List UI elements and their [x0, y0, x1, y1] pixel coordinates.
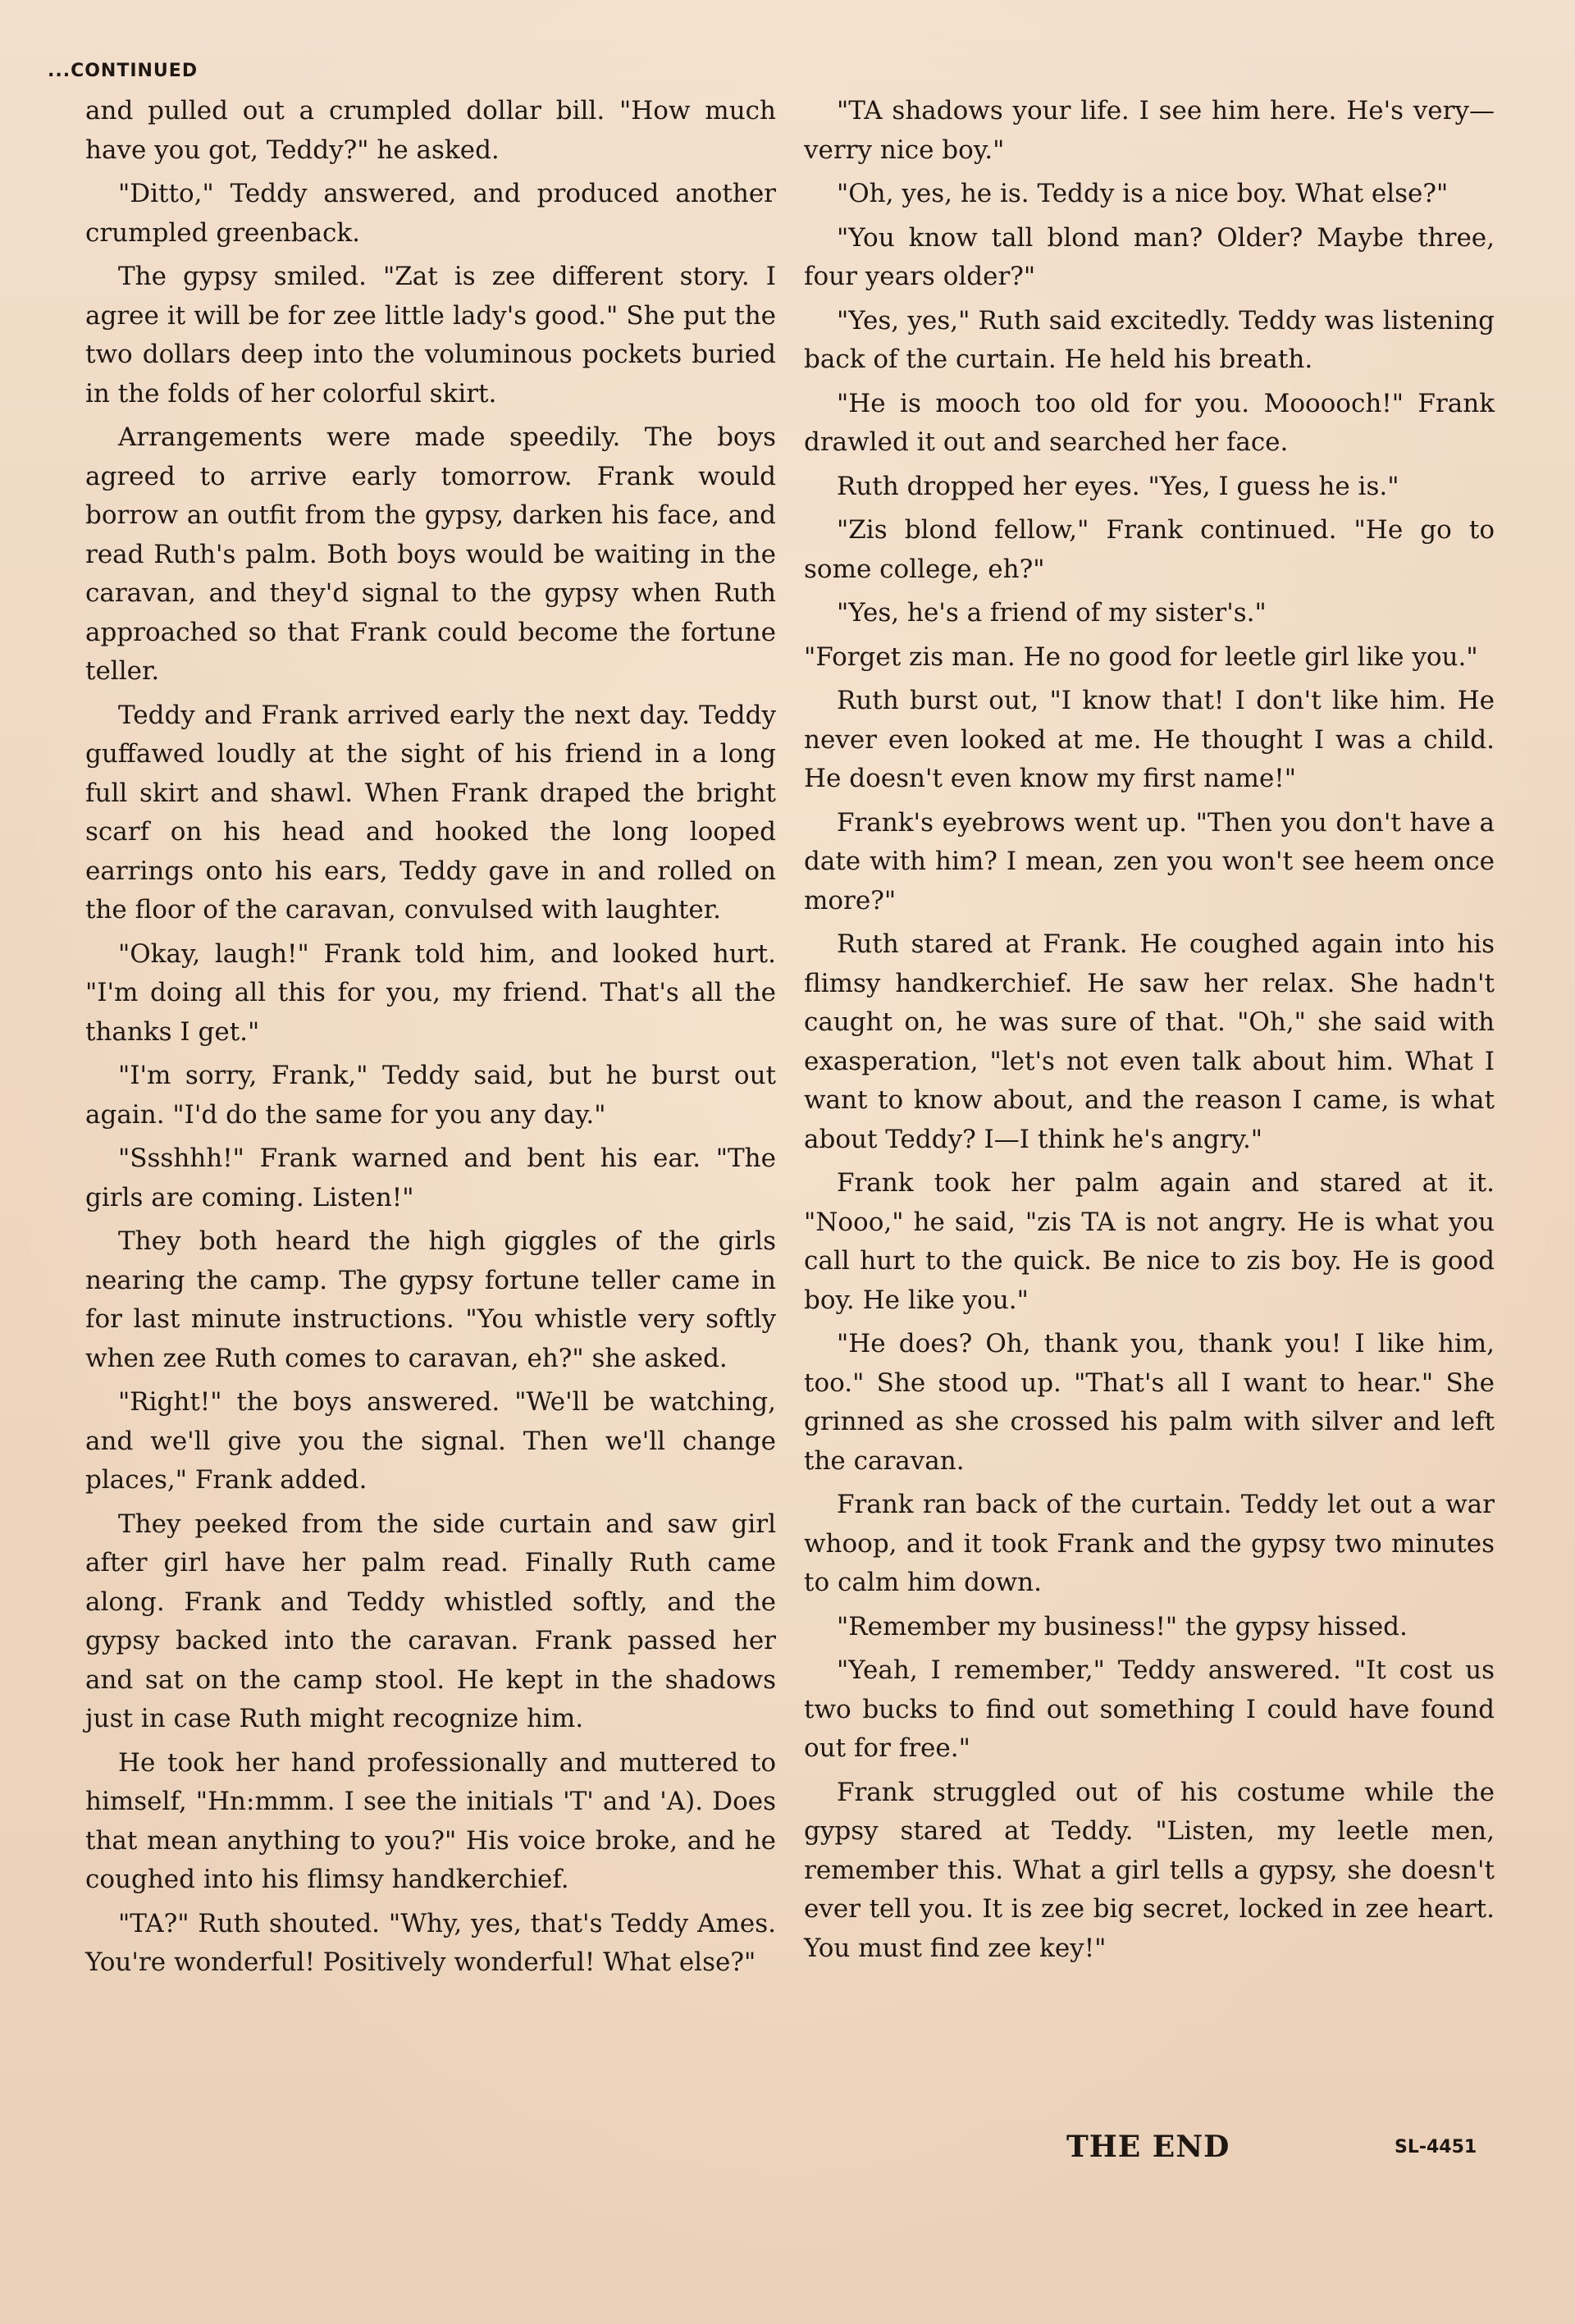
paragraph: They peeked from the side curtain and saw girl after girl have her palm read. Finally Ruth came along. Frank and Teddy whistled softly, and the gypsy backed into the caravan. Frank passed her and sat on the camp stool. He kept in the shadows just in case Ruth might recognize him. — [85, 1509, 776, 1733]
paragraph: They both heard the high giggles of the girls nearing the camp. The gypsy fortune teller came in for last minute instructions. "You whistle very softly when zee Ruth comes to caravan, eh?" she asked. — [85, 1226, 776, 1373]
paragraph: "Zis blond fellow," Frank continued. "He go to some college, eh?" — [804, 515, 1495, 584]
paragraph: "Ssshhh!" Frank warned and bent his ear. "The girls are coming. Listen!" — [85, 1144, 776, 1212]
paragraph: "Remember my business!" the gypsy hissed. — [837, 1611, 1408, 1641]
paragraph: "Oh, yes, he is. Teddy is a nice boy. What else?" — [837, 179, 1449, 208]
paragraph: and pulled out a crumpled dollar bill. "How much have you got, Teddy?" he asked. — [85, 96, 776, 165]
paragraph: "Yeah, I remember," Teddy answered. "It cost us two bucks to find out something I could have found out for free." — [804, 1655, 1495, 1763]
paragraph: "Right!" the boys answered. "We'll be watching, and we'll give you the signal. Then we'll change places," Frank added. — [85, 1387, 776, 1495]
paragraph: Ruth dropped her eyes. "Yes, I guess he is." — [837, 471, 1399, 501]
paragraph: "Okay, laugh!" Frank told him, and looked hurt. "I'm doing all this for you, my friend. That's all the thanks I get." — [85, 938, 776, 1047]
paragraph: "Forget zis man. He no good for leetle girl like you." — [804, 641, 1478, 672]
paragraph: Frank struggled out of his costume while the gypsy stared at Teddy. "Listen, my leetle men, remember this. What a girl tells a gypsy, she doesn't ever tell you. It is zee big secret, locked in zee heart. You must find zee key!" — [804, 1777, 1495, 1963]
continued-label: ...CONTINUED — [48, 61, 199, 81]
paragraph: Teddy and Frank arrived early the next day. Teddy guffawed loudly at the sight of his friend in a long full skirt and shawl. When Frank draped the bright scarf on his head and hooked the long looped earrings onto his ears, Teddy gave in and rolled on the floor of the caravan, convulsed with laughter. — [85, 700, 776, 925]
paragraph: "He does? Oh, thank you, thank you! I like him, too." She stood up. "That's all I want to hear." She grinned as she crossed his palm with silver and left the caravan. — [804, 1329, 1495, 1476]
paragraph: "Yes, he's a friend of my sister's." — [837, 598, 1267, 628]
paragraph: "Yes, yes," Ruth said excitedly. Teddy was listening back of the curtain. He held his breath. — [804, 305, 1495, 374]
paragraph: "TA shadows your life. I see him here. He's very—verry nice boy." — [804, 96, 1495, 165]
paragraph: "I'm sorry, Frank," Teddy said, but he burst out again. "I'd do the same for you any day." — [85, 1061, 776, 1130]
paragraph: Frank took her palm again and stared at it. "Nooo," he said, "zis TA is not angry. He is what you call hurt to the quick. Be nice to zis boy. He is good boy. He like you." — [804, 1168, 1495, 1315]
paragraph: He took her hand professionally and muttered to himself, "Hn:mmm. I see the initials 'T' and 'A). Does that mean anything to you?" His voice broke, and he coughed into his flimsy handkerchief. — [85, 1747, 776, 1894]
paragraph: "Ditto," Teddy answered, and produced another crumpled greenback. — [85, 179, 776, 248]
paragraph: Ruth burst out, "I know that! I don't like him. He never even looked at me. He thought I was a child. He doesn't even know my first name!" — [804, 686, 1495, 793]
page-code: SL-4451 — [1395, 2137, 1477, 2157]
the-end-label: THE END — [1066, 2130, 1230, 2164]
paragraph: "TA?" Ruth shouted. "Why, yes, that's Teddy Ames. You're wonderful! Positively wonderful! What else?" — [85, 1908, 776, 1977]
paragraph: Arrangements were made speedily. The boys agreed to arrive early tomorrow. Frank would borrow an outfit from the gypsy, darken his face, and read Ruth's palm. Both boys would be waiting in the caravan, and they'd signal to the gypsy when Ruth approached so that Frank could become the fortune teller. — [85, 422, 776, 686]
paragraph: Frank's eyebrows went up. "Then you don't have a date with him? I mean, zen you won't see heem once more?" — [804, 807, 1495, 915]
paragraph: "You know tall blond man? Older? Maybe three, four years older?" — [804, 222, 1495, 291]
paragraph: The gypsy smiled. "Zat is zee different story. I agree it will be for zee little lady's good." She put the two dollars deep into the voluminous pockets buried in the folds of her colorful skirt. — [85, 262, 776, 409]
left-column — [85, 92, 776, 1988]
paragraph: "He is mooch too old for you. Mooooch!" Frank drawled it out and searched her face. — [804, 388, 1495, 457]
paragraph: Ruth stared at Frank. He coughed again into his flimsy handkerchief. He saw her relax. She hadn't caught on, he was sure of that. "Oh," she said with exasperation, "let's not even talk about him. What I want to know about, and the reason I came, is what about Teddy? I—I think he's angry." — [804, 929, 1495, 1154]
paragraph: Frank ran back of the curtain. Teddy let out a war whoop, and it took Frank and the gypsy two minutes to calm him down. — [804, 1490, 1495, 1597]
right-column — [804, 92, 1495, 1973]
